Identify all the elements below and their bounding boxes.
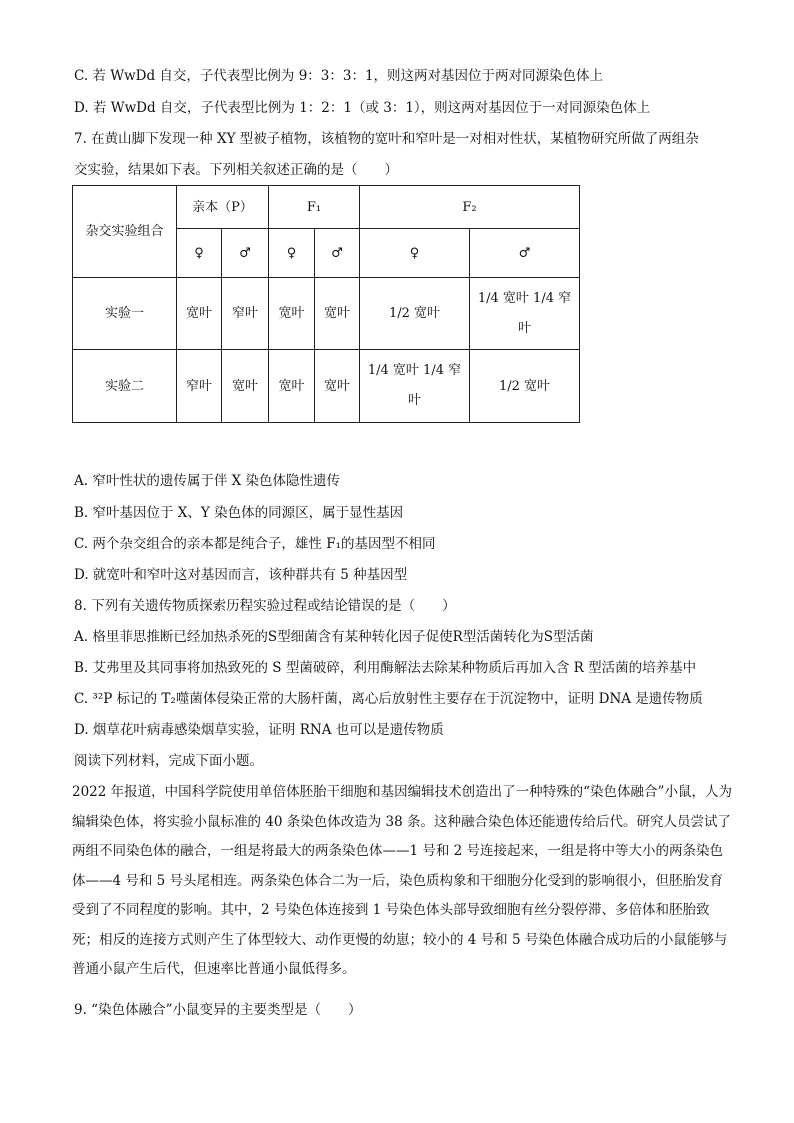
header-f2: F₂ [360, 186, 580, 229]
q7-stem-line1: 7. 在黄山脚下发现一种 XY 型被子植物，该植物的宽叶和窄叶是一对相对性状，某植物研究所做了两组杂 [74, 131, 699, 147]
header-cross-group: 杂交实验组合 [73, 186, 177, 278]
table-row [73, 350, 580, 423]
q8-option-b: B. 艾弗里及其同事将加热致死的 S 型菌破碎，利用酶解法去除某种物质后再加入含 R 型活菌的培养基中 [74, 660, 697, 676]
q8-option-a: A. 格里菲思推断已经加热杀死的S型细菌含有某种转化因子促使R型活菌转化为S型活菌 [74, 629, 594, 645]
cell-f2-male-line2: 叶 [517, 320, 531, 336]
q8-option-d: D. 烟草花叶病毒感染烟草实验，证明 RNA 也可以是遗传物质 [74, 722, 444, 738]
cell-f2-female: 1/2 宽叶 [360, 278, 470, 350]
q7-option-c: C. 两个杂交组合的亲本都是纯合子，雄性 F₁的基因型不相同 [74, 536, 436, 552]
cell-p-female: 窄叶 [177, 350, 222, 423]
cell-f2-male-line1: 1/4 宽叶 1/4 窄 [477, 290, 572, 306]
cell-f2-female-line1: 1/4 宽叶 1/4 窄 [367, 363, 462, 378]
q7-option-b: B. 窄叶基因位于 X、Y 染色体的同源区，属于显性基因 [74, 505, 404, 521]
q6-option-d: D. 若 WwDd 自交，子代表型比例为 1：2：1（或 3：1），则这两对基因位于一对同源染色体上 [74, 100, 651, 116]
q6-option-c: C. 若 WwDd 自交，子代表型比例为 9：3：3：1，则这两对基因位于两对同源染色体上 [74, 68, 604, 84]
female-symbol: ♀ [269, 229, 315, 278]
q9-stem: 9. “染色体融合”小鼠变异的主要类型是（ ） [74, 1002, 362, 1018]
header-f1: F₁ [269, 186, 360, 229]
reading-intro: 阅读下列材料，完成下面小题。 [74, 753, 263, 769]
cell-f2-female-line2: 叶 [407, 393, 421, 408]
q8-stem: 8. 下列有关遗传物质探索历程实验过程或结论错误的是（ ） [74, 598, 456, 614]
cell-f1-male: 宽叶 [315, 278, 360, 350]
q7-stem-line2: 交实验，结果如下表。下列相关叙述正确的是（ ） [74, 162, 398, 178]
q7-option-a: A. 窄叶性状的遗传属于伴 X 染色体隐性遗传 [74, 473, 341, 489]
row-name: 实验二 [73, 350, 177, 423]
cell-f1-female: 宽叶 [269, 350, 315, 423]
q8-option-c: C. ³²P 标记的 T₂噬菌体侵染正常的大肠杆菌，离心后放射性主要存在于沉淀物中，证明 DNA 是遗传物质 [74, 691, 703, 707]
row-name: 实验一 [73, 278, 177, 350]
cell-p-male: 窄叶 [222, 278, 269, 350]
male-symbol: ♂ [470, 229, 580, 278]
cell-f1-female: 宽叶 [269, 278, 315, 350]
female-symbol: ♀ [360, 229, 470, 278]
cell-f1-male: 宽叶 [315, 350, 360, 423]
female-symbol: ♀ [177, 229, 222, 278]
cell-p-male: 宽叶 [222, 350, 269, 423]
male-symbol: ♂ [315, 229, 360, 278]
cell-f2-male: 1/2 宽叶 [470, 350, 580, 423]
male-symbol: ♂ [222, 229, 269, 278]
cell-p-female: 宽叶 [177, 278, 222, 350]
cell-f2-female [360, 350, 470, 423]
q7-results-table [72, 185, 580, 423]
cell-f2-male [470, 278, 580, 350]
table-row [73, 278, 580, 350]
header-parents: 亲本（P） [177, 186, 269, 229]
q7-option-d: D. 就宽叶和窄叶这对基因而言，该种群共有 5 种基因型 [74, 567, 408, 583]
reading-passage: 2022 年报道，中国科学院使用单倍体胚胎干细胞和基因编辑技术创造出了一种特殊的“染色体融合”小鼠，人为编辑染色体，将实验小鼠标准的 40 条染色体改造为 38 条。这种融合染色体还能遗传给后代。研究人员尝试了两组不同染色体的融合，一组是将最大的两条染色体——1 号和 2 号连接起来，一组是将中等大小的两条染色体——4 号和 5 号头尾相连。两条染色体合二为一后，染色质构象和干细胞分化受到的影响很小，但胚胎发育受到了不同程度的影响。其中，2 号染色体连接到 1 号染色体头部导致细胞有丝分裂停滞、多倍体和胚胎致死；相反的连接方式则产生了体型较大、动作更慢的幼崽；较小的 4 号和 5 号染色体融合成功后的小鼠能够与普通小鼠产生后代，但速率比普通小鼠低得多。 [72, 784, 732, 977]
